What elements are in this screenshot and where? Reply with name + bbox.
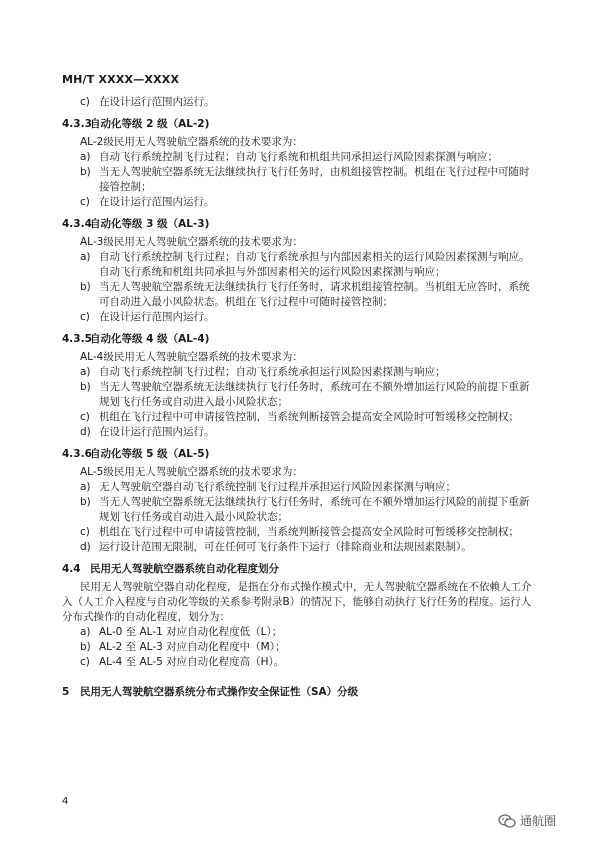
section-title: 自动化等级 4 级（AL-4) [90,333,210,345]
list-item-text: 自动飞行系统控制飞行过程；自动飞行系统承担与内部因素相关的运行风险因素探测与响应。 [99,251,530,263]
section-number: 5 [62,686,70,698]
paragraph-line: 民用无人驾驶航空器自动化程度，是指在分布式操作模式中，无人驾驶航空器系统在不依赖人工介 [80,581,532,593]
section-title: 自动化等级 5 级（AL-5) [90,448,210,460]
list-item-text: 自动飞行系统控制飞行过程；自动飞行系统承担运行风险因素探测与响应； [99,366,446,378]
spacer [62,670,540,674]
list-item [62,425,540,440]
list-marker: c) [80,656,90,668]
list-item-text: 机组在飞行过程中可申请接管控制，当系统判断接管会提高安全风险时可暂缓移交控制权； [99,526,519,538]
list-item [62,310,540,325]
list-marker: b) [80,496,91,508]
section-heading [62,682,540,703]
paragraph-line: AL-2级民用无人驾驶航空器系统的技术要求为： [80,136,303,148]
list-item [62,380,540,395]
section-title: 民用无人驾驶航空器系统分布式操作安全保证性（SA）分级 [80,686,359,698]
watermark-text: 通航圈 [520,814,557,828]
list-item [62,655,540,670]
list-item [62,410,540,425]
list-item-continuation: 可自动进入最小风险状态。机组在飞行过程中可随时接管控制； [99,296,393,308]
standard-code: MH/T XXXX—XXXX [62,73,180,86]
list-marker: d) [80,541,91,553]
list-item-text: 当无人驾驶航空器系统无法继续执行飞行任务时，请求机组接管控制。当机组无应答时，系统 [99,281,530,293]
list-marker: a) [80,151,91,163]
list-item [62,495,540,510]
list-marker: c) [80,526,90,538]
list-item-text: 机组在飞行过程中可申请接管控制，当系统判断接管会提高安全风险时可暂缓移交控制权； [99,411,519,423]
section-heading [62,329,540,350]
paragraph-line: AL-5级民用无人驾驶航空器系统的技术要求为： [80,466,303,478]
list-item-text: 无人驾驶航空器自动飞行系统控制飞行过程并承担运行风险因素探测与响应； [99,481,456,493]
list-item [62,95,540,110]
list-item-text: AL-4 至 AL-5 对应自动化程度高（H）。 [99,656,285,668]
list-item [62,525,540,540]
list-item-text: 当无人驾驶航空器系统无法继续执行飞行任务时，系统可在不额外增加运行风险的前提下重新 [99,381,530,393]
section-number: 4.3.4 [62,218,92,230]
list-marker: b) [80,281,91,293]
list-marker: c) [80,196,90,208]
section-title: 自动化等级 2 级（AL-2) [90,118,210,130]
section-title: 自动化等级 3 级（AL-3) [90,218,210,230]
list-item-continuation: 自动飞行系统和机组共同承担与外部因素相关的运行风险因素探测与响应； [99,266,446,278]
section-number: 4.4 [62,563,81,575]
list-item [62,480,540,495]
wechat-icon [498,814,516,828]
list-marker: b) [80,641,91,653]
list-item-continuation: 规划飞行任务或自动进入最小风险状态； [99,396,288,408]
list-marker: d) [80,426,91,438]
section-heading [62,214,540,235]
paragraph-line: 分布式操作的自动化程度，划分为： [62,611,230,623]
paragraph-line: AL-4级民用无人驾驶航空器系统的技术要求为： [80,351,303,363]
list-item [62,195,540,210]
list-marker: b) [80,166,91,178]
list-item [62,280,540,295]
list-item-text: 运行设计范围无限制，可在任何可飞行条件下运行（排除商业和法规因素限制）。 [99,541,472,553]
section-number: 4.3.5 [62,333,92,345]
page-number: 4 [62,796,69,807]
list-marker: c) [80,96,90,108]
paragraph-line: AL-3级民用无人驾驶航空器系统的技术要求为： [80,236,303,248]
list-item-text: 在设计运行范围内运行。 [99,311,215,323]
section-heading [62,559,540,580]
list-item-text: 当无人驾驶航空器系统无法继续执行飞行任务时，系统可在不额外增加运行风险的前提下重新 [99,496,530,508]
list-item-continuation: 规划飞行任务或自动进入最小风险状态； [99,511,288,523]
section-number: 4.3.6 [62,448,92,460]
list-item [62,150,540,165]
list-marker: b) [80,381,91,393]
list-item-text: 在设计运行范围内运行。 [99,96,215,108]
list-marker: a) [80,626,91,638]
list-marker: a) [80,366,91,378]
list-marker: c) [80,411,90,423]
list-item [62,250,540,265]
list-item [62,365,540,380]
list-item-text: AL-0 至 AL-1 对应自动化程度低（L）； [99,626,283,638]
paragraph-line: 入（人工介入程度与自动化等级的关系参考附录B）的情况下，能够自动执行飞行任务的程度。运行人 [62,596,532,608]
list-item-text: 在设计运行范围内运行。 [99,426,215,438]
list-item-continuation: 接管控制； [99,181,152,193]
list-item-text: 自动飞行系统控制飞行过程；自动飞行系统和机组共同承担运行风险因素探测与响应； [99,151,498,163]
watermark [498,812,556,829]
list-item-text: AL-2 至 AL-3 对应自动化程度中（M）； [99,641,286,653]
section-number: 4.3.3 [62,118,92,130]
list-marker: c) [80,311,90,323]
list-item [62,540,540,555]
section-heading [62,444,540,465]
section-heading [62,114,540,135]
section-title: 民用无人驾驶航空器系统自动化程度划分 [90,563,279,575]
list-item-text: 当无人驾驶航空器系统无法继续执行飞行任务时，由机组接管控制。机组在飞行过程中可随时 [99,166,530,178]
document-body [62,95,540,703]
list-item-text: 在设计运行范围内运行。 [99,196,215,208]
list-marker: a) [80,251,91,263]
list-item [62,625,540,640]
list-item [62,640,540,655]
list-item [62,165,540,180]
list-marker: a) [80,481,91,493]
